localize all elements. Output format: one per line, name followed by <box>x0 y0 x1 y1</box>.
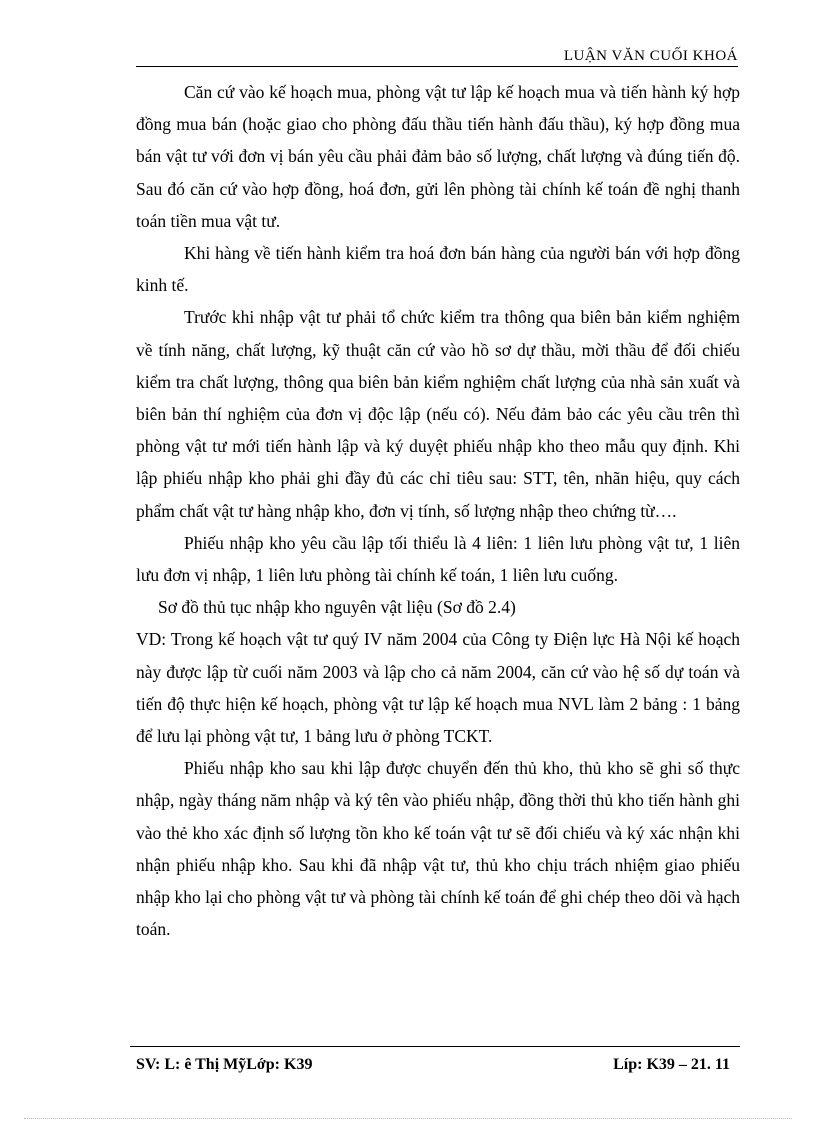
paragraph-example: VD: Trong kế hoạch vật tư quý IV năm 2004 của Công ty Điện lực Hà Nội kế hoạch này được lập từ cuối năm 2003 và lập cho cả năm 2004, căn cứ vào hệ số dự toán và tiến độ thực hiện kế hoạch, phòng vật tư lập kế hoạch mua NVL làm 2 bảng : 1 bảng để lưu lại phòng vật tư, 1 bảng lưu ở phòng TCKT. <box>136 629 740 747</box>
paragraph-purchase-plan: Căn cứ vào kế hoạch mua, phòng vật tư lập kế hoạch mua và tiến hành ký hợp đồng mua bán (hoặc giao cho phòng đấu thầu tiến hành đấu thầu), ký hợp đồng mua bán vật tư với đơn vị bán yêu cầu phải đảm bảo số lượng, chất lượng và đúng tiến độ. Sau đó căn cứ vào hợp đồng, hoá đơn, gửi lên phòng tài chính kế toán đề nghị thanh toán tiền mua vật tư. <box>136 82 740 231</box>
paragraph-receipt-copies: Phiếu nhập kho yêu cầu lập tối thiểu là 4 liên: 1 liên lưu phòng vật tư, 1 liên lưu đơn vị nhập, 1 liên lưu phòng tài chính kế toán, 1 liên lưu cuống. <box>136 532 740 586</box>
footer-class-info: Líp: K39 – 21. 11 <box>613 1056 730 1073</box>
paragraph-inspection: Trước khi nhập vật tư phải tổ chức kiểm tra thông qua biên bản kiểm nghiệm về tính năng, chất lượng, kỹ thuật căn cứ vào hồ sơ dự thầu, mời thầu để đối chiếu kiểm tra chất lượng, thông qua biên bản kiểm nghiệm chất lượng của nhà sản xuất và biên bản thí nghiệm của đơn vị độc lập (nếu có). Nếu đảm bảo các yêu cầu trên thì phòng vật tư mới tiến hành lập và ký duyệt phiếu nhập kho theo mẫu quy định. Khi lập phiếu nhập kho phải ghi đầy đủ các chỉ tiêu sau: STT, tên, nhãn hiệu, quy cách phẩm chất vật tư hàng nhập kho, đơn vị tính, số lượng nhập theo chứng từ…. <box>136 307 740 521</box>
paragraph-diagram-ref: Sơ đồ thủ tục nhập kho nguyên vật liệu (Sơ đồ 2.4) <box>158 597 516 618</box>
page-header-title: LUẬN VĂN CUỐI KHOÁ <box>563 48 738 64</box>
paragraph-goods-arrival: Khi hàng về tiến hành kiểm tra hoá đơn bán hàng của người bán với hợp đồng kinh tế. <box>136 243 740 296</box>
footer-divider <box>130 1046 740 1047</box>
footer-student-info: SV: L: ê Thị MỹLớp: K39 <box>136 1056 313 1073</box>
document-body <box>136 76 740 945</box>
page-bottom-edge <box>24 1118 792 1119</box>
header-divider <box>136 66 738 67</box>
paragraph-warehouse-keeper: Phiếu nhập kho sau khi lập được chuyển đến thủ kho, thủ kho sẽ ghi số thực nhập, ngày tháng năm nhập và ký tên vào phiếu nhập, đồng thời thủ kho tiến hành ghi vào thẻ kho xác định số lượng tồn kho kế toán vật tư sẽ đối chiếu và ký xác nhận khi nhận phiếu nhập kho. Sau khi đã nhập vật tư, thủ kho chịu trách nhiệm giao phiếu nhập kho lại cho phòng vật tư và phòng tài chính kế toán để ghi chép theo dõi và hạch toán. <box>136 758 740 940</box>
